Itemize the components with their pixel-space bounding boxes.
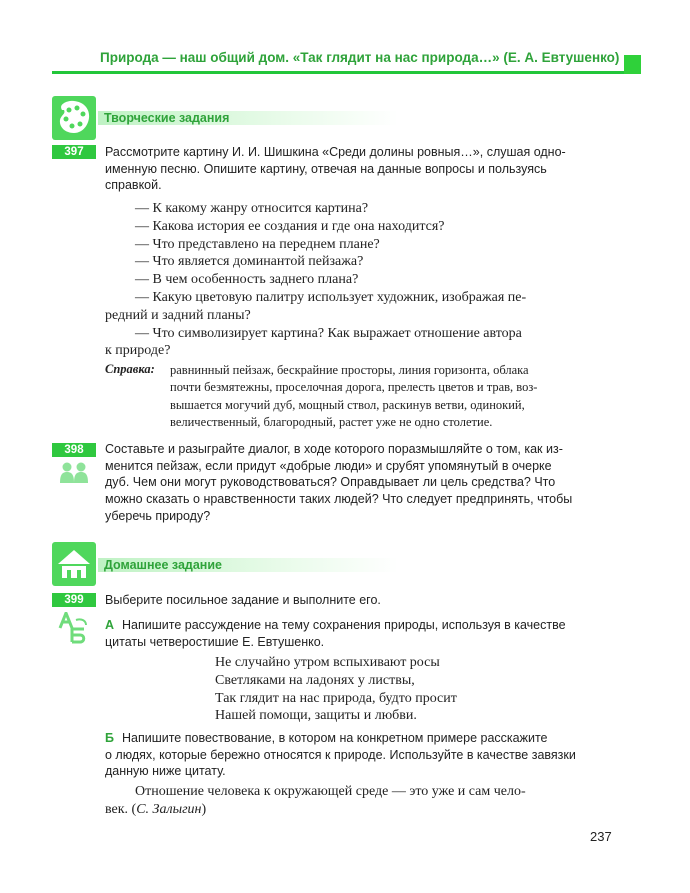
text-line: вышается могучий дуб, мощный ствол, раскинув ветви, одинокий, (170, 397, 525, 412)
question-item: — К какому жанру относится картина? (135, 201, 369, 216)
text-line: менится пейзаж, если придут «добрые люди» и срубят упомянутый в очерке (105, 458, 552, 473)
task-397-questions (105, 200, 612, 360)
poem-quatrain (215, 654, 457, 725)
text-line: данную ниже цитату. (105, 764, 226, 779)
text-line: именную песню. Опишите картину, отвечая на данные вопросы и пользуясь (105, 161, 547, 176)
question-item: — Что символизирует картина? Как выражает отношение автора (135, 325, 522, 341)
text-line: Напишите повествование, в котором на конкретном примере расскажите (121, 731, 548, 745)
zalygin-quote (105, 783, 612, 819)
ab-choice-icon (58, 612, 92, 649)
poem-line: Нашей помощи, защиты и любви. (215, 708, 417, 724)
quote-text: век. ( (105, 801, 137, 817)
quote-line: Отношение человека к окружающей среде — это уже и сам чело- (135, 784, 526, 799)
question-item: к природе? (105, 343, 171, 359)
text-line: можно сказать о нравственности таких людей? Что следует предпринять, чтобы (105, 492, 573, 507)
section-title-creative: Творческие задания (104, 111, 230, 125)
text-line: величественный, благородный, растет уже не одно столетие. (170, 415, 493, 430)
question-item: — Что является доминантой пейзажа? (135, 254, 364, 270)
reference-label: Справка: (105, 362, 155, 376)
reference-text (170, 362, 611, 432)
text-line: почти безмятежны, проселочная дорога, прелесть цветов и трав, воз- (170, 380, 538, 395)
text-line: Рассмотрите картину И. И. Шишкина «Среди долины ровныя…», слушая одно- (105, 145, 566, 159)
text-line: справкой. (105, 178, 162, 193)
pair-work-icon (60, 462, 88, 489)
poem-line: Светляками на ладонях у листвы, (215, 672, 415, 688)
text-line: цитаты четверостишие Е. Евтушенко. (105, 634, 325, 649)
text-line: о людях, которые бережно относятся к природе. Используйте в качестве завязки (105, 747, 576, 762)
question-item: — Какова история ее создания и где она находится? (135, 218, 445, 234)
option-a-label: А (105, 618, 115, 632)
text-line: Составьте и разыграйте диалог, в ходе которого поразмышляйте о том, как из- (105, 442, 563, 456)
task-number-397: 397 (52, 145, 96, 159)
palette-icon (52, 96, 96, 140)
task-399-intro: Выберите посильное задание и выполните его. (105, 593, 381, 607)
quote-text: ) (201, 801, 207, 817)
house-icon (52, 542, 96, 586)
task-number-398: 398 (52, 443, 96, 457)
text-line: дуб. Чем они могут руководствоваться? Оправдывает ли цель средства? Что (105, 475, 556, 490)
task-number-399: 399 (52, 593, 96, 607)
question-item: — В чем особенность заднего плана? (135, 272, 359, 288)
poem-line: Не случайно утром вспыхивают росы (215, 655, 440, 670)
quote-author: С. Залыгин (136, 801, 202, 817)
page-number: 237 (590, 829, 612, 844)
question-item: — Какую цветовую палитру использует художник, изображая пе- (135, 289, 527, 305)
poem-line: Так глядит на нас природа, будто просит (215, 690, 457, 706)
text-line: уберечь природу? (105, 508, 211, 523)
question-item: — Что представлено на переднем плане? (135, 236, 380, 252)
chapter-header: Природа — наш общий дом. «Так глядит на нас природа…» (Е. А. Евтушенко) (100, 50, 620, 65)
task-398-text (105, 441, 612, 525)
header-marker (624, 55, 641, 74)
header-divider (52, 71, 624, 74)
text-line: Напишите рассуждение на тему сохранения природы, используя в качестве (122, 618, 566, 632)
quote-line (105, 801, 612, 819)
option-b-label: Б (105, 731, 114, 745)
option-a (105, 617, 612, 650)
text-line: равнинный пейзаж, бескрайние просторы, линия горизонта, облака (170, 363, 529, 377)
option-b (105, 730, 612, 780)
question-item: редний и задний планы? (105, 307, 251, 323)
section-title-homework: Домашнее задание (104, 558, 222, 572)
task-397-intro (105, 144, 612, 194)
